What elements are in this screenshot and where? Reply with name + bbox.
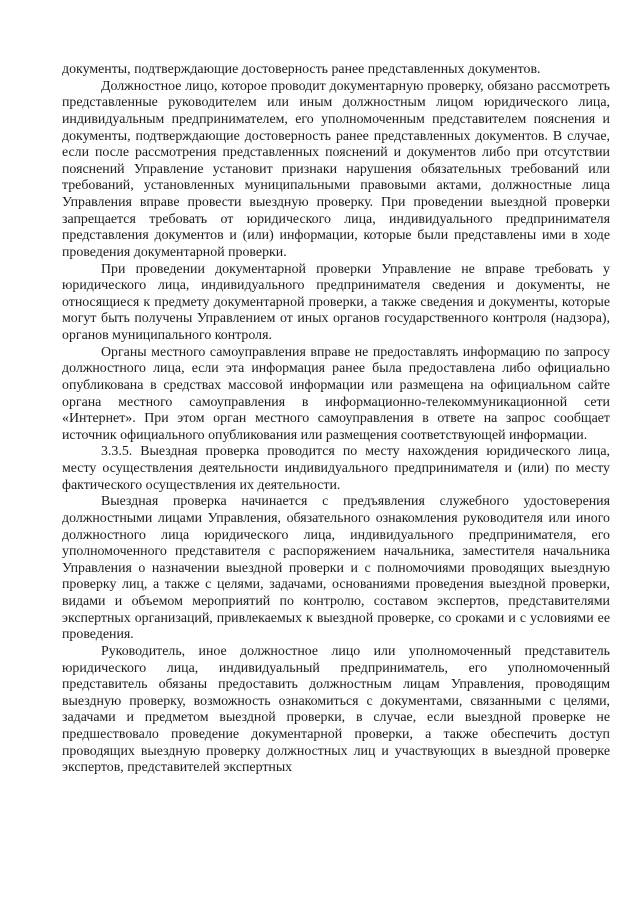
paragraph-documentary-review: Должностное лицо, которое проводит документарную проверку, обязано рассмотреть представленные руководителем или иным должностным лицом юридического лица, индивидуальным предпринимателем, его уполномоченным представителем пояснения и документы, подтверждающие достоверность ранее представленных документов. В случае, если после рассмотрения представленных пояснений и документов либо при отсутствии пояснений Управление установит признаки нарушения обязательных требований или требований, установленных муниципальными правовыми актами, должностные лица Управления вправе провести выездную проверку. При проведении выездной проверки запрещается требовать от юридического лица, индивидуального предпринимателя представления документов и (или) информации, которые были представлены ими в ходе проведения документарной проверки. — [62, 78, 610, 260]
document-page — [62, 62, 610, 777]
paragraph-continuation: документы, подтверждающие достоверность ранее представленных документов. — [62, 62, 541, 77]
paragraph-section-3-3-5: 3.3.5. Выездная проверка проводится по месту нахождения юридического лица, месту осуществления деятельности индивидуального предпринимателя и (или) по месту фактического осуществления их деятельности. — [62, 444, 610, 493]
paragraph-access-obligations: Руководитель, иное должностное лицо или уполномоченный представитель юридического лица, индивидуальный предприниматель, его уполномоченный представитель обязаны предоставить должностным лицам Управления, проводящим выездную проверку, возможность ознакомиться с документами, связанными с целями, задачами и предметом выездной проверки, в случае, если выездной проверке не предшествовало проведение документарной проверки, а также обеспечить доступ проводящих выездную проверку должностных лиц и участвующих в выездной проверке экспертов, представителей экспертных — [62, 643, 610, 776]
paragraph-prohibited-requests: При проведении документарной проверки Управление не вправе требовать у юридического лица, индивидуального предпринимателя сведения и документы, не относящиеся к предмету документарной проверки, а также сведения и документы, которые могут быть получены Управлением от иных органов государственного контроля (надзора), органов муниципального контроля. — [62, 261, 610, 343]
paragraph-local-authorities: Органы местного самоуправления вправе не предоставлять информацию по запросу должностного лица, если эта информация ранее была предоставлена либо официально опубликована в средствах массовой информации или размещена на официальном сайте органа местного самоуправления в информационно-телекоммуникационной сети «Интернет». При этом орган местного самоуправления в ответе на запрос сообщает источник официального опубликования или размещения соответствующей информации. — [62, 344, 610, 443]
paragraph-onsite-start: Выездная проверка начинается с предъявления служебного удостоверения должностными лицами Управления, обязательного ознакомления руководителя или иного должностного лица юридического лица, индивидуального предпринимателя, его уполномоченного представителя с распоряжением начальника, заместителя начальника Управления о назначении выездной проверки и с полномочиями проводящих выездную проверку лиц, а также с целями, задачами, основаниями проведения выездной проверки, видами и объемом мероприятий по контролю, составом экспертов, представителями экспертных организаций, привлекаемых к выездной проверке, со сроками и с условиями ее проведения. — [62, 494, 610, 643]
